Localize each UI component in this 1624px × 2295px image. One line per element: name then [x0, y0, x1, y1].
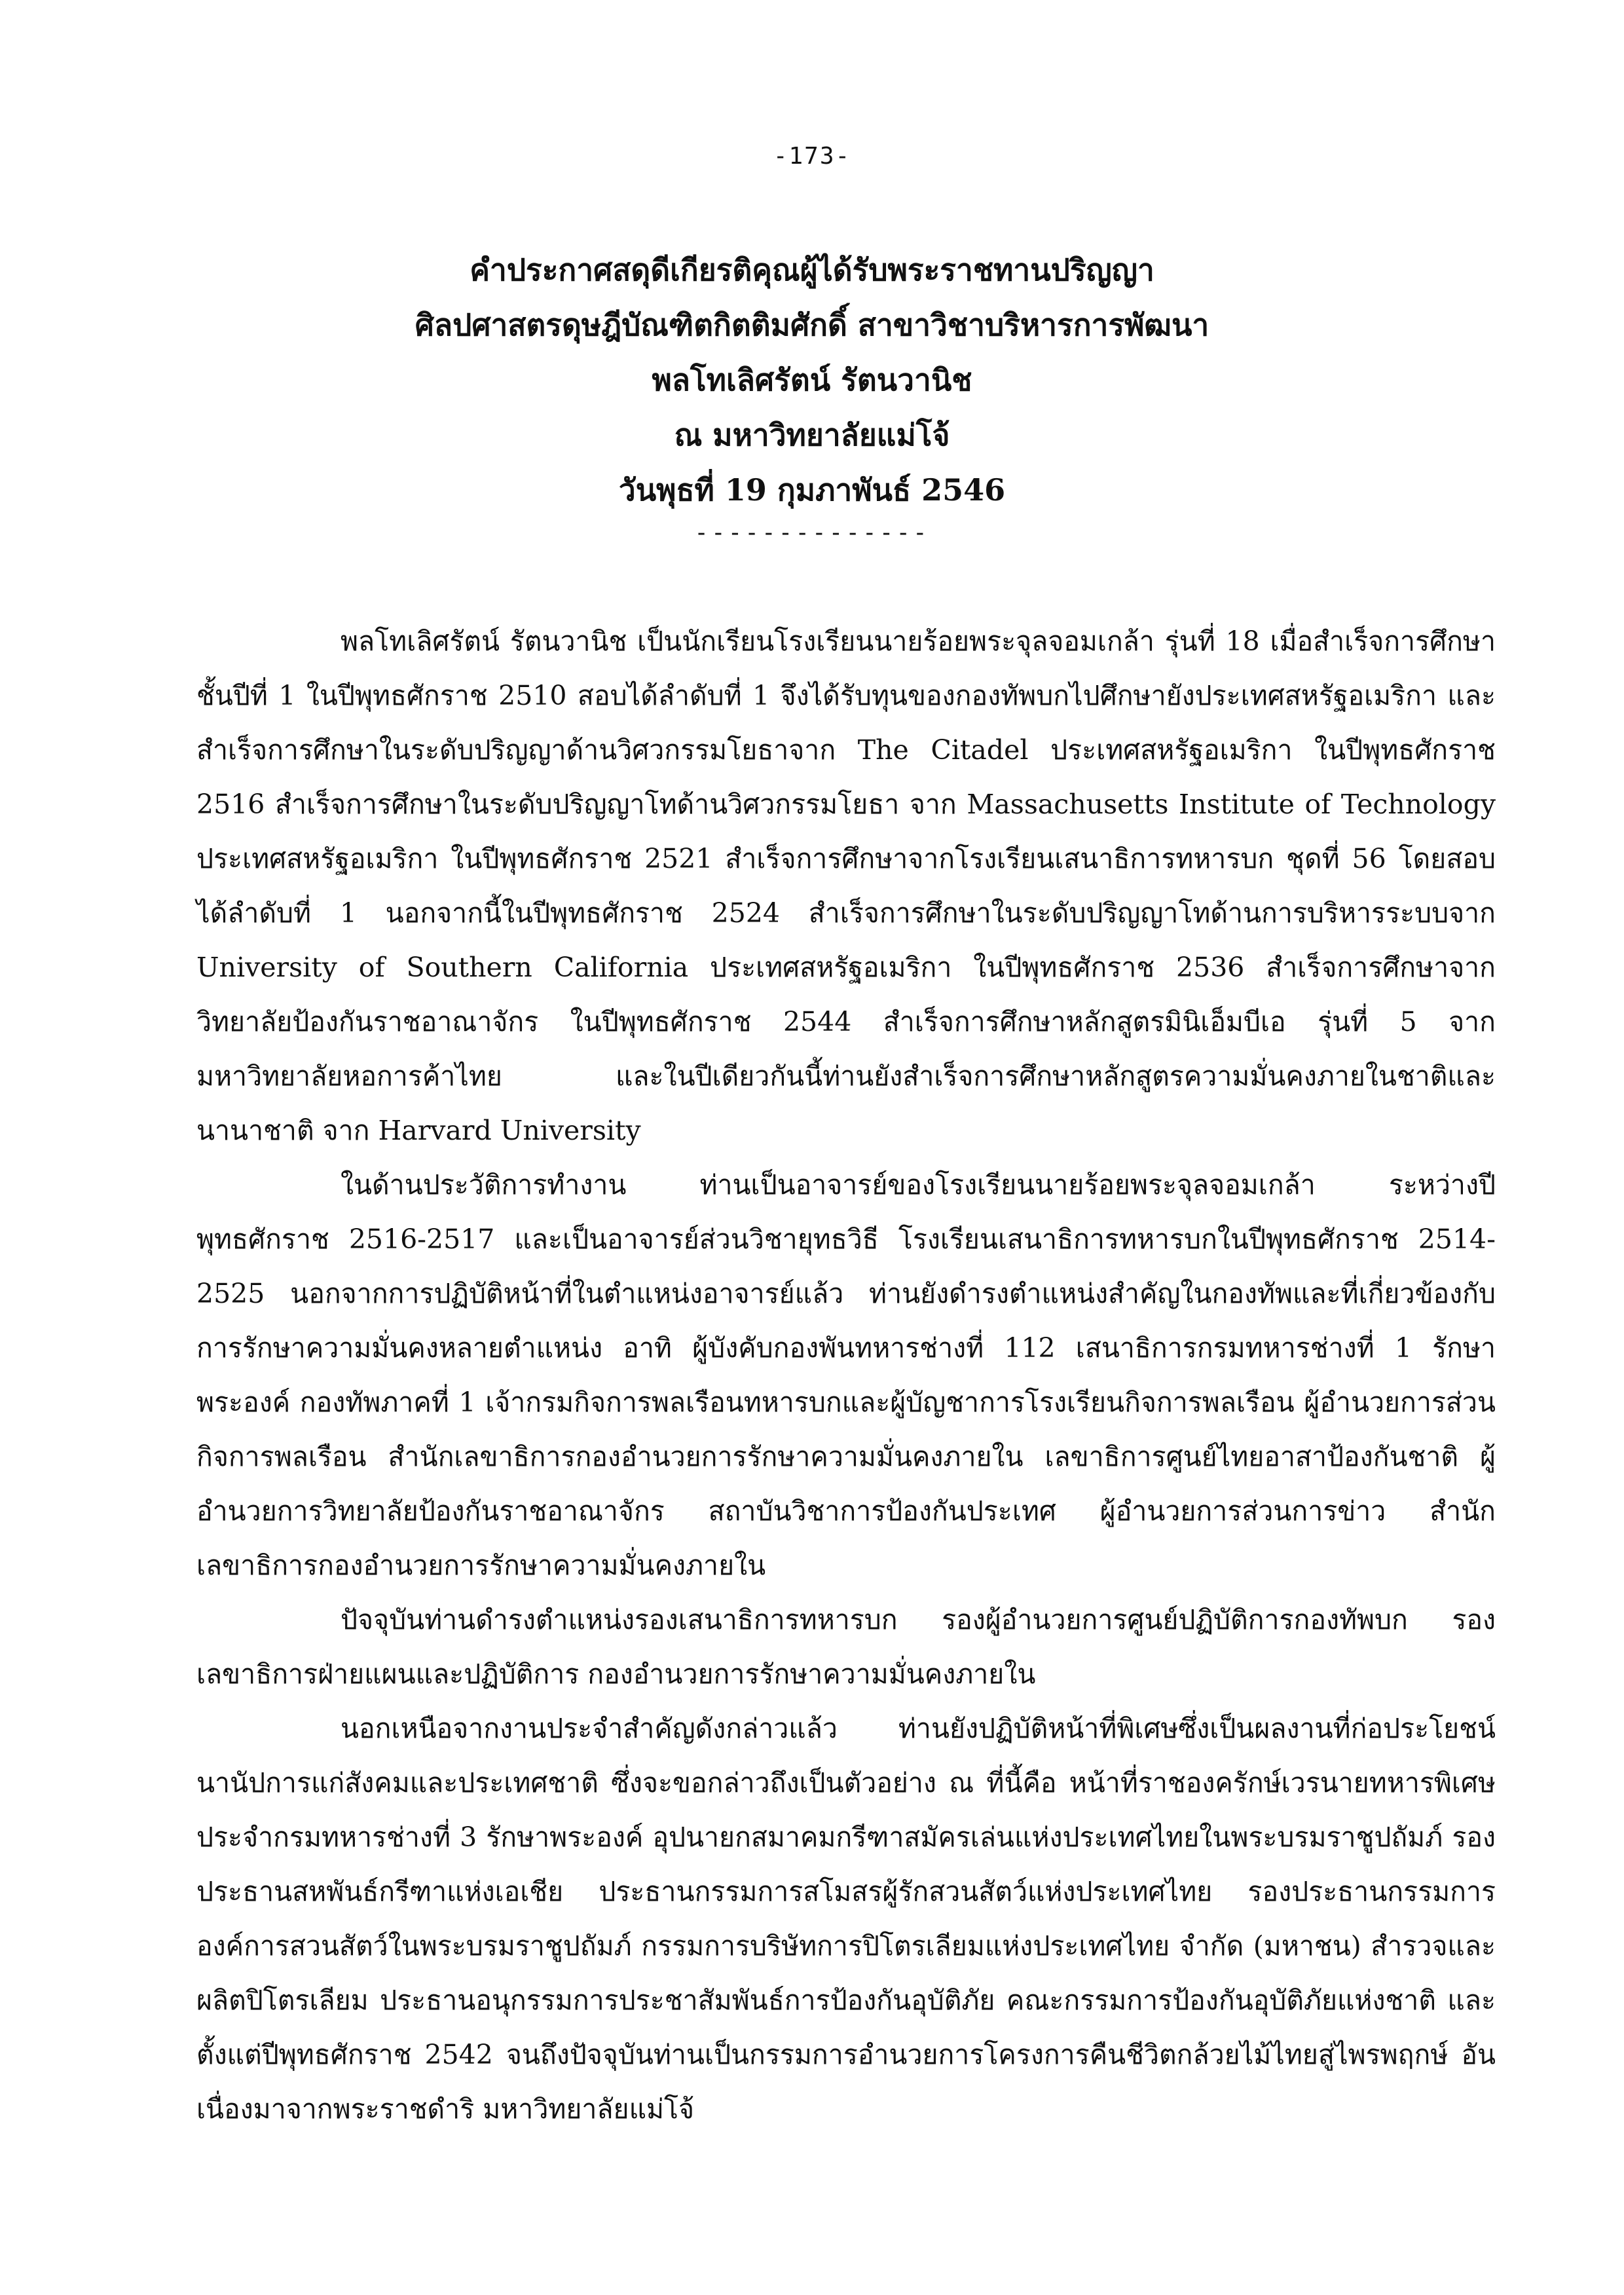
heading-degree: ศิลปศาสตรดุษฎีบัณฑิตกิตติมศักดิ์ สาขาวิชาบริหารการพัฒนา	[415, 307, 1209, 343]
heading-place: ณ มหาวิทยาลัยแม่โจ้	[674, 417, 950, 453]
paragraph-current-position: ปัจจุบันท่านดำรงตำแหน่งรองเสนาธิการทหารบก รองผู้อำนวยการศูนย์ปฏิบัติการกองทัพบก รองเลขาธิการฝ่ายแผนและปฏิบัติการ กองอำนวยการรักษาความมั่นคงภายใน	[196, 1604, 1496, 1690]
paragraph-career: ในด้านประวัติการทำงาน ท่านเป็นอาจารย์ของโรงเรียนนายร้อยพระจุลจอมเกล้า ระหว่างปีพุทธศักราช 2516-2517 และเป็นอาจารย์ส่วนวิชายุทธวิธี โรงเรียนเสนาธิการทหารบกในปีพุทธศักราช 2514-2525 นอกจากการปฏิบัติหน้าที่ในตำแหน่งอาจารย์แล้ว ท่านยังดำรงตำแหน่งสำคัญในกองทัพและที่เกี่ยวข้องกับการรักษาความมั่นคงหลายตำแหน่ง อาทิ ผู้บังคับกองพันทหารช่างที่ 112 เสนาธิการกรมทหารช่างที่ 1 รักษาพระองค์ กองทัพภาคที่ 1 เจ้ากรมกิจการพลเรือนทหารบกและผู้บัญชาการโรงเรียนกิจการพลเรือน ผู้อำนวยการส่วนกิจการพลเรือน สำนักเลขาธิการกองอำนวยการรักษาความมั่นคงภายใน เลขาธิการศูนย์ไทยอาสาป้องกันชาติ ผู้อำนวยการวิทยาลัยป้องกันราชอาณาจักร สถาบันวิชาการป้องกันประเทศ ผู้อำนวยการส่วนการข่าว สำนักเลขาธิการกองอำนวยการรักษาความมั่นคงภายใน	[196, 1169, 1496, 1581]
heading-divider: --------------	[694, 519, 930, 546]
page-number: -173-	[773, 143, 851, 170]
body-text	[196, 614, 1496, 2136]
paragraph-education: พลโทเลิศรัตน์ รัตนวานิช เป็นนักเรียนโรงเรียนนายร้อยพระจุลจอมเกล้า รุ่นที่ 18 เมื่อสำเร็จการศึกษาชั้นปีที่ 1 ในปีพุทธศักราช 2510 สอบได้ลำดับที่ 1 จึงได้รับทุนของกองทัพบกไปศึกษายังประเทศสหรัฐอเมริกา และสำเร็จการศึกษาในระดับปริญญาด้านวิศวกรรมโยธาจาก The Citadel ประเทศสหรัฐอเมริกา ในปีพุทธศักราช 2516 สำเร็จการศึกษาในระดับปริญญาโทด้านวิศวกรรมโยธา จาก Massachusetts Institute of Technology ประเทศสหรัฐอเมริกา ในปีพุทธศักราช 2521 สำเร็จการศึกษาจากโรงเรียนเสนาธิการทหารบก ชุดที่ 56 โดยสอบได้ลำดับที่ 1 นอกจากนี้ในปีพุทธศักราช 2524 สำเร็จการศึกษาในระดับปริญญาโทด้านการบริหารระบบจาก University of Southern California ประเทศสหรัฐอเมริกา ในปีพุทธศักราช 2536 สำเร็จการศึกษาจากวิทยาลัยป้องกันราชอาณาจักร ในปีพุทธศักราช 2544 สำเร็จการศึกษาหลักสูตรมินิเอ็มบีเอ รุ่นที่ 5 จากมหาวิทยาลัยหอการค้าไทย และในปีเดียวกันนี้ท่านยังสำเร็จการศึกษาหลักสูตรความมั่นคงภายในชาติและนานาชาติ จาก Harvard University	[196, 625, 1496, 1146]
heading-block	[0, 242, 1624, 546]
heading-title: คำประกาศสดุดีเกียรติคุณผู้ได้รับพระราชทานปริญญา	[470, 252, 1154, 288]
paragraph-special-duties: นอกเหนือจากงานประจำสำคัญดังกล่าวแล้ว ท่านยังปฏิบัติหน้าที่พิเศษซึ่งเป็นผลงานที่ก่อประโยชน์นานัปการแก่สังคมและประเทศชาติ ซึ่งจะขอกล่าวถึงเป็นตัวอย่าง ณ ที่นี้คือ หน้าที่ราชองครักษ์เวรนายทหารพิเศษประจำกรมทหารช่างที่ 3 รักษาพระองค์ อุปนายกสมาคมกรีฑาสมัครเล่นแห่งประเทศไทยในพระบรมราชูปถัมภ์ รองประธานสหพันธ์กรีฑาแห่งเอเชีย ประธานกรรมการสโมสรผู้รักสวนสัตว์แห่งประเทศไทย รองประธานกรรมการองค์การสวนสัตว์ในพระบรมราชูปถัมภ์ กรรมการบริษัทการปิโตรเลียมแห่งประเทศไทย จำกัด (มหาชน) สำรวจและผลิตปิโตรเลียม ประธานอนุกรรมการประชาสัมพันธ์การป้องกันอุบัติภัย คณะกรรมการป้องกันอุบัติภัยแห่งชาติ และตั้งแต่ปีพุทธศักราช 2542 จนถึงปัจจุบันท่านเป็นกรรมการอำนวยการโครงการคืนชีวิตกล้วยไม้ไทยสู่ไพรพฤกษ์ อันเนื่องมาจากพระราชดำริ มหาวิทยาลัยแม่โจ้	[196, 1713, 1496, 2125]
heading-recipient: พลโทเลิศรัตน์ รัตนวานิช	[652, 362, 972, 398]
heading-date: วันพุธที่ 19 กุมภาพันธ์ 2546	[618, 472, 1006, 508]
